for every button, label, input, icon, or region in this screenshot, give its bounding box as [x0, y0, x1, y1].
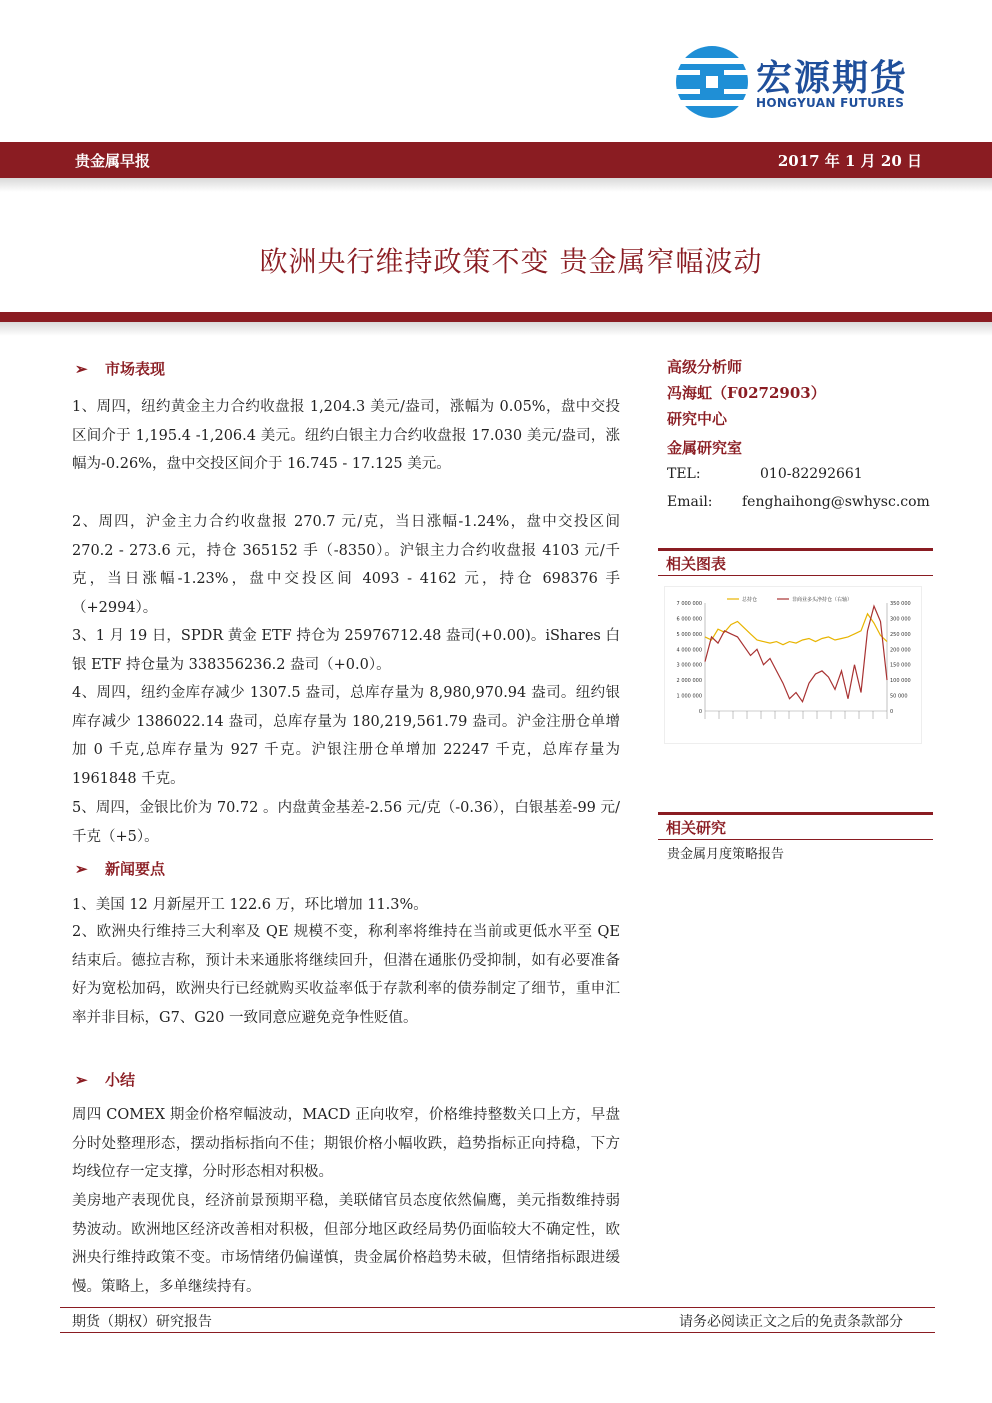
report-category: 贵金属早报 — [75, 152, 151, 170]
y-left-tick-label: 4 000 000 — [676, 647, 702, 654]
position-chart — [664, 586, 922, 744]
research-item[interactable]: 贵金属月度策略报告 — [667, 847, 785, 862]
summary-paragraph-1: 周四 COMEX 期金价格窄幅波动，MACD 正向收窄，价格维持整数关口上方，早盘分时处整理形态，摆动指标指向不佳；期银价格小幅收跌，趋势指标正向持稳，下方均线位存一定支撑，分时形态相对积极。 — [72, 1107, 620, 1181]
email-label: Email: — [667, 494, 713, 510]
legend-label-1: 总持仓 — [742, 597, 758, 603]
email-value[interactable]: fenghaihong@swhysc.com — [742, 494, 930, 510]
charts-heading: 相关图表 — [658, 548, 933, 576]
dept-research-center: 研究中心 — [667, 410, 728, 428]
arrow-bullet-icon: ➢ — [75, 1071, 88, 1089]
y-left-tick-label: 1 000 000 — [676, 693, 702, 700]
research-heading: 相关研究 — [658, 812, 933, 840]
y-right-tick-label: 50 000 — [890, 693, 908, 700]
y-right-tick-label: 350 000 — [890, 601, 911, 607]
page-title: 欧洲央行维持政策不变 贵金属窄幅波动 — [259, 245, 763, 278]
y-right-tick-label: 300 000 — [890, 616, 911, 623]
series-line-1 — [705, 614, 887, 645]
series-line-2 — [705, 606, 887, 702]
market-paragraph-1: 1、周四，纽约黄金主力合约收盘报 1,204.3 美元/盎司，涨幅为 0.05%，盘中交投区间介于 1,195.4 -1,206.4 美元。纽约白银主力合约收盘报 17.030 美元/盎司，涨幅为-0.26%，盘中交投区间介于 16.745 - 17.125 美元。 — [72, 399, 620, 473]
company-logo — [672, 42, 922, 122]
footer-left: 期货（期权）研究报告 — [72, 1314, 212, 1330]
y-right-tick-label: 200 000 — [890, 647, 911, 654]
y-left-tick-label: 7 000 000 — [676, 601, 702, 607]
position-chart-svg — [665, 587, 921, 743]
footer-right: 请务必阅读正文之后的免责条款部分 — [679, 1314, 903, 1330]
y-left-tick-label: 0 — [698, 709, 702, 715]
title-divider-shadow — [0, 322, 992, 336]
arrow-bullet-icon: ➢ — [75, 360, 88, 378]
section-heading-summary: ➢ 小结 — [75, 1071, 136, 1089]
news-paragraph-1: 1、美国 12 月新屋开工 122.6 万，环比增加 11.3%。 — [72, 897, 428, 913]
header-shadow — [0, 178, 992, 192]
analyst-name: 冯海虹（F0272903） — [667, 384, 826, 402]
market-paragraph-4: 4、周四，纽约金库存减少 1307.5 盎司，总库存量为 8,980,970.94 盎司。纽约银库存减少 1386022.14 盎司，总库存量为 180,219,561.79 盎司。沪金注册仓单增加 0 千克,总库存量为 927 千克。沪银注册仓单增加 22247 千克，总库存量为 1961848 千克。 — [72, 685, 620, 787]
title-divider — [0, 312, 992, 322]
footer-band — [60, 1307, 935, 1333]
logo-text-cn: 宏源期货 — [756, 58, 909, 99]
arrow-bullet-icon: ➢ — [75, 860, 88, 878]
summary-paragraph-2: 美房地产表现优良，经济前景预期平稳，美联储官员态度依然偏鹰，美元指数维持弱势波动。欧洲地区经济改善相对积极，但部分地区政经局势仍面临较大不确定性，欧洲央行维持政策不变。市场情绪仍偏谨慎，贵金属价格趋势未破，但情绪指标跟进缓慢。策略上，多单继续持有。 — [72, 1193, 620, 1295]
y-left-tick-label: 6 000 000 — [676, 616, 702, 623]
market-paragraph-2: 2、周四，沪金主力合约收盘报 270.7 元/克，当日涨幅-1.24%，盘中交投区间 270.2 - 273.6 元，持仓 365152 手（-8350）。沪银主力合约收盘报 4103 元/千克，当日涨幅-1.23%，盘中交投区间 4093 - 4162 元，持仓 698376 手（+2994）。 — [72, 514, 620, 616]
dept-metals: 金属研究室 — [667, 439, 743, 457]
y-right-tick-label: 250 000 — [890, 631, 911, 638]
y-right-tick-label: 150 000 — [890, 662, 911, 669]
analyst-title: 高级分析师 — [667, 358, 743, 376]
market-paragraph-5: 5、周四，金银比价为 70.72 。内盘黄金基差-2.56 元/克（-0.36），白银基差-99 元/千克（+5）。 — [72, 800, 620, 845]
logo-text-en: HONGYUAN FUTURES — [756, 96, 905, 110]
y-right-tick-label: 100 000 — [890, 678, 911, 685]
y-left-tick-label: 2 000 000 — [676, 678, 702, 685]
news-paragraph-2: 2、欧洲央行维持三大利率及 QE 规模不变，称利率将维持在当前或更低水平至 QE 结束后。德拉吉称，预计未来通胀将继续回升，但潜在通胀仍受抑制，如有必要准备好为宽松加码，欧洲央行已经就购买收益率低于存款利率的债券制定了细节，重申汇率并非目标，G7、G20 一致同意应避免竞争性贬值。 — [72, 924, 620, 1026]
report-date: 2017 年 1 月 20 日 — [777, 152, 922, 170]
logo-mark-icon — [672, 42, 752, 122]
market-paragraph-3: 3、1 月 19 日，SPDR 黄金 ETF 持仓为 25976712.48 盎司(+0.00)。iShares 白银 ETF 持仓量为 338356236.2 盎司（+0.0）。 — [72, 628, 620, 673]
y-right-tick-label: 0 — [890, 709, 894, 715]
legend-label-2: 非商业多头净持仓（右轴） — [792, 597, 853, 603]
section-heading-news: ➢ 新闻要点 — [75, 860, 166, 878]
y-left-tick-label: 5 000 000 — [676, 631, 702, 638]
header-band — [0, 142, 992, 178]
tel-label: TEL: — [667, 466, 701, 482]
tel-value: 010-82292661 — [760, 466, 863, 482]
section-heading-market: ➢ 市场表现 — [75, 360, 166, 378]
y-left-tick-label: 3 000 000 — [676, 662, 702, 669]
